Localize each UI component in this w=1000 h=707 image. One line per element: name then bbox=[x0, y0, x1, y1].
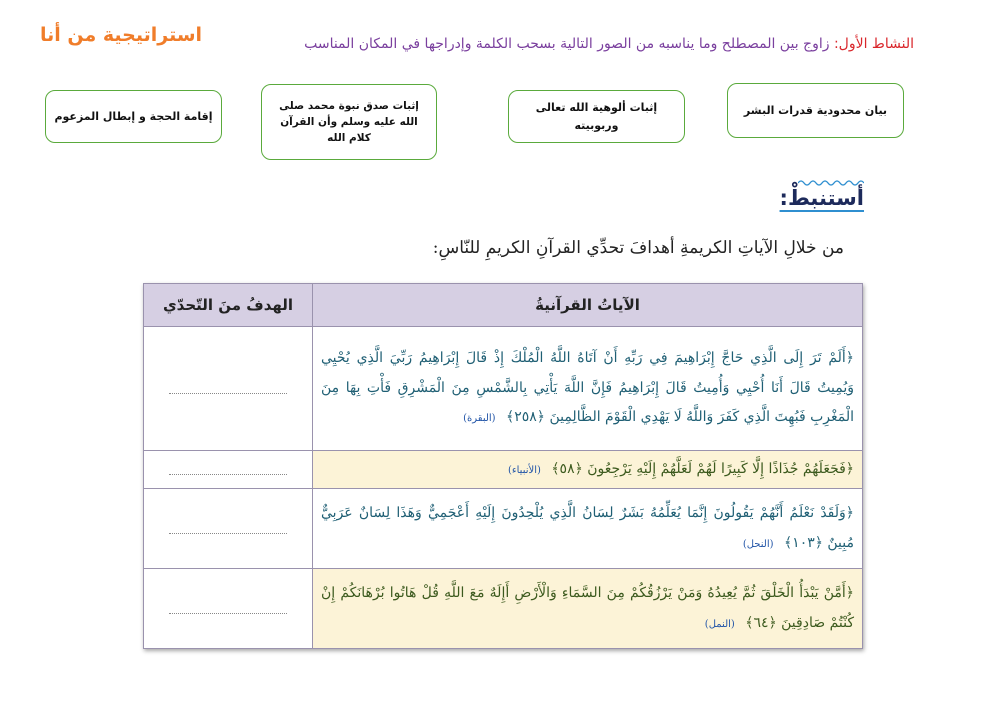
activity-text: زاوج بين المصطلح وما يناسبه من الصور التالية بسحب الكلمة وإدراجها في المكان المناسب bbox=[304, 36, 834, 52]
answer-dropzone[interactable] bbox=[144, 327, 313, 451]
verse-text: ﴿أَلَمْ تَرَ إِلَى الَّذِي حَاجَّ إِبْرَاهِيمَ فِي رَبِّهِ أَنْ آتَاهُ اللَّهُ الْمُلْكَ إِذْ قَالَ إِبْرَاهِيمُ رَبِّيَ الَّذِي يُحْيِي وَيُمِيتُ قَالَ أَنَا أُحْيِي وَأُمِيتُ قَالَ إِبْرَاهِيمُ فَإِنَّ اللَّهَ يَأْتِي بِالشَّمْسِ مِنَ الْمَشْرِقِ فَأْتِ بِهَا مِنَ الْمَغْرِبِ فَبُهِتَ الَّذِي كَفَرَ وَاللَّهُ لَا يَهْدِي الْقَوْمَ الظَّالِمِينَ ﴿٢٥٨﴾ bbox=[321, 350, 854, 426]
verses-table bbox=[143, 283, 863, 649]
drag-card-divinity[interactable]: إثبات ألوهية الله تعالى وربوبيته bbox=[508, 90, 685, 143]
verse-text: ﴿أَمَّنْ يَبْدَأُ الْخَلْقَ ثُمَّ يُعِيدُهُ وَمَنْ يَرْزُقُكُمْ مِنَ السَّمَاءِ وَالْأَرْضِ أَإِلَهٌ مَعَ اللَّهِ قُلْ هَاتُوا بُرْهَانَكُمْ إِنْ كُنْتُمْ صَادِقِينَ ﴿٦٤﴾ bbox=[321, 585, 854, 631]
verse-text: ﴿فَجَعَلَهُمْ جُذَاذًا إِلَّا كَبِيرًا لَهُمْ لَعَلَّهُمْ إِلَيْهِ يَرْجِعُونَ ﴿٥٨﴾ bbox=[551, 460, 854, 477]
surah-ref: (الأنبياء) bbox=[508, 464, 541, 476]
verse-text: ﴿وَلَقَدْ نَعْلَمُ أَنَّهُمْ يَقُولُونَ إِنَّمَا يُعَلِّمُهُ بَشَرٌ لِسَانُ الَّذِي يُلْحِدُونَ إِلَيْهِ أَعْجَمِيٌّ وَهَذَا لِسَانٌ عَرَبِيٌّ مُبِينٌ ﴿١٠٣﴾ bbox=[321, 505, 854, 551]
table-row bbox=[144, 489, 863, 569]
verse-cell bbox=[313, 569, 863, 649]
verse-cell bbox=[313, 451, 863, 489]
verse-cell bbox=[313, 327, 863, 451]
col-verses-header: الآياتُ القرآنيةُ bbox=[313, 284, 863, 327]
col-goal-header: الهدفُ منَ التّحدّي bbox=[144, 284, 313, 327]
verse-cell bbox=[313, 489, 863, 569]
answer-placeholder bbox=[169, 603, 287, 614]
answer-placeholder bbox=[169, 464, 287, 475]
decorative-wave bbox=[798, 178, 864, 186]
surah-ref: (النمل) bbox=[704, 618, 735, 630]
deduce-prompt: من خلالِ الآياتِ الكريمةِ أهدافَ تحدِّي القرآنِ الكريمِ للنّاسِ: bbox=[432, 238, 844, 258]
answer-placeholder bbox=[169, 383, 287, 394]
drag-card-human-limits[interactable]: بيان محدودية قدرات البشر bbox=[727, 83, 904, 138]
answer-dropzone[interactable] bbox=[144, 451, 313, 489]
activity-label: النشاط الأول: bbox=[833, 36, 914, 52]
strategy-title: استراتيجية من أنا bbox=[40, 24, 203, 46]
deduce-title: أستنبطْ: bbox=[779, 186, 864, 210]
answer-dropzone[interactable] bbox=[144, 489, 313, 569]
answer-dropzone[interactable] bbox=[144, 569, 313, 649]
answer-placeholder bbox=[169, 523, 287, 534]
surah-ref: (النحل) bbox=[742, 538, 774, 550]
table-row bbox=[144, 569, 863, 649]
drag-card-prophethood[interactable]: إثبات صدق نبوة محمد صلى الله عليه وسلم وأن القرآن كلام الله bbox=[261, 84, 437, 160]
activity-instruction bbox=[304, 36, 914, 52]
table-row bbox=[144, 327, 863, 451]
surah-ref: (البقرة) bbox=[463, 413, 496, 425]
table-row bbox=[144, 451, 863, 489]
drag-card-proof[interactable]: إقامة الحجة و إبطال المزعوم bbox=[45, 90, 222, 143]
table-header-row bbox=[144, 284, 863, 327]
